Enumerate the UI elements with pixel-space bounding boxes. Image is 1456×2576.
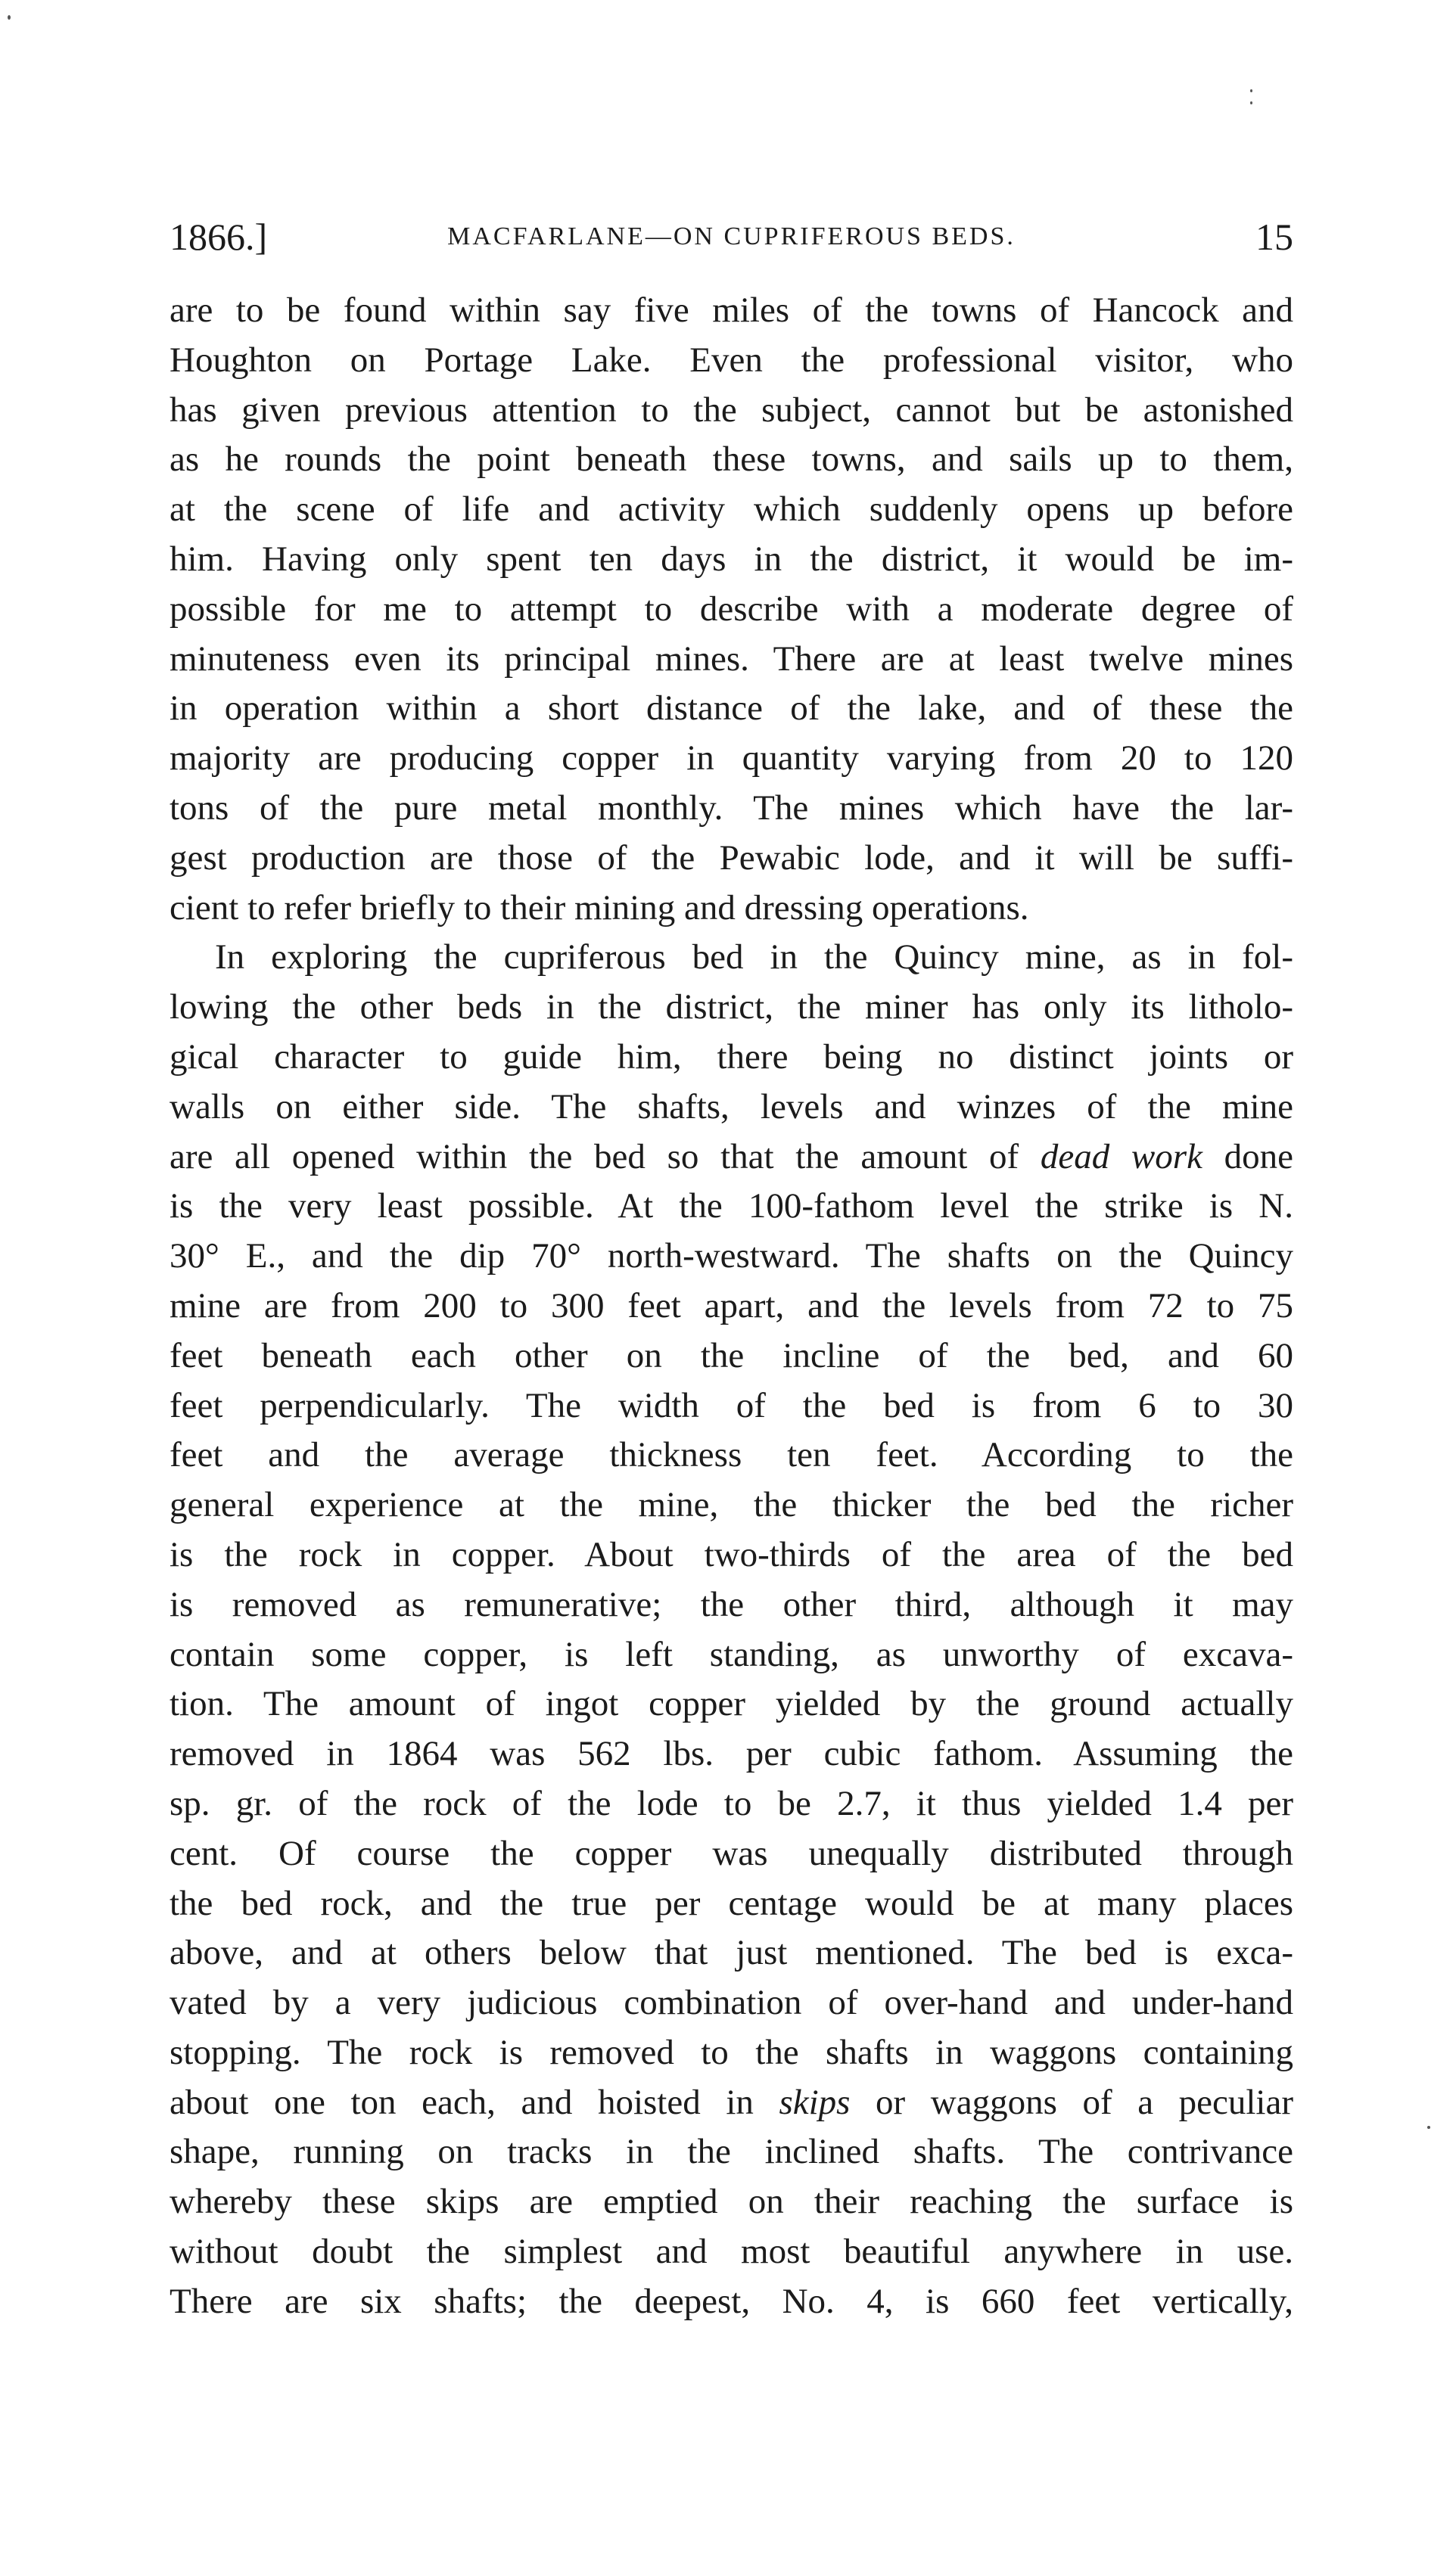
- text-line: feet beneath each other on the incline of the bed, and 60: [170, 1335, 1293, 1375]
- text-line: cent. Of course the copper was unequally distributed through: [170, 1833, 1293, 1873]
- text-line: walls on either side. The shafts, levels and winzes of the mine: [170, 1086, 1293, 1126]
- text-line: is removed as remunerative; the other third, although it may: [170, 1584, 1293, 1624]
- text-line: contain some copper, is left standing, as unworthy of excava-: [170, 1634, 1293, 1674]
- scan-speck: [1427, 2126, 1430, 2129]
- line-text-tail: done: [1202, 1136, 1293, 1176]
- text-line: the bed rock, and the true per centage would be at many places: [170, 1883, 1293, 1923]
- line-text-tail: or waggons of a peculiar: [850, 2082, 1293, 2122]
- italic-term-skips: skips: [779, 2082, 851, 2122]
- line-text: about one ton each, and hoisted in: [170, 2082, 754, 2122]
- header-year: 1866.]: [170, 216, 268, 258]
- body-text: [170, 286, 1293, 2327]
- text-line-with-italic: [170, 1133, 1293, 1182]
- line-text: are all opened within the bed so that the amount of: [170, 1136, 1019, 1176]
- text-line: are to be found within say five miles of the towns of Hancock and: [170, 291, 1293, 330]
- text-line: stopping. The rock is removed to the shafts in waggons containing: [170, 2032, 1293, 2072]
- text-line: whereby these skips are emptied on their reaching the surface is: [170, 2182, 1293, 2222]
- text-line: feet and the average thickness ten feet. According to the: [170, 1435, 1293, 1475]
- scan-speck: [1250, 101, 1252, 104]
- text-line: at the scene of life and activity which suddenly opens up before: [170, 489, 1293, 530]
- page-header: [170, 210, 1293, 263]
- text-line: in operation within a short distance of the lake, and of these the: [170, 688, 1293, 729]
- italic-term-dead-work: dead work: [1040, 1136, 1202, 1176]
- text-line: is the very least possible. At the 100-fathom level the strike is N.: [170, 1186, 1293, 1226]
- text-line: feet perpendicularly. The width of the bed is from 6 to 30: [170, 1385, 1293, 1425]
- text-line: removed in 1864 was 562 lbs. per cubic fathom. Assuming the: [170, 1734, 1293, 1774]
- text-line: above, and at others below that just mentioned. The bed is exca-: [170, 1933, 1293, 1973]
- scan-speck: [1250, 89, 1252, 92]
- text-line: 30° E., and the dip 70° north-westward. The shafts on the Quincy: [170, 1236, 1293, 1276]
- text-line: possible for me to attempt to describe with a moderate degree of: [170, 589, 1293, 629]
- text-line: vated by a very judicious combination of over-hand and under-hand: [170, 1983, 1293, 2023]
- text-line: tion. The amount of ingot copper yielded by the ground actually: [170, 1684, 1293, 1724]
- text-line: without doubt the simplest and most beautiful anywhere in use.: [170, 2232, 1293, 2272]
- text-line: majority are producing copper in quantity varying from 20 to 120: [170, 738, 1293, 778]
- text-line: general experience at the mine, the thicker the bed the richer: [170, 1485, 1293, 1525]
- page-number: 15: [1255, 216, 1293, 258]
- text-line: In exploring the cupriferous bed in the Quincy mine, as in fol-: [215, 937, 1293, 977]
- text-line: is the rock in copper. About two-thirds of the area of the bed: [170, 1534, 1293, 1574]
- text-line: mine are from 200 to 300 feet apart, and the levels from 72 to 75: [170, 1285, 1293, 1325]
- text-line: gical character to guide him, there being no distinct joints or: [170, 1036, 1293, 1077]
- running-title: MACFARLANE—ON CUPRIFEROUS BEDS.: [447, 222, 1016, 250]
- text-line: gest production are those of the Pewabic lode, and it will be suffi-: [170, 837, 1293, 878]
- text-line: shape, running on tracks in the inclined shafts. The contrivance: [170, 2132, 1293, 2172]
- text-line: minuteness even its principal mines. There are at least twelve mines: [170, 639, 1293, 679]
- text-line: has given previous attention to the subject, cannot but be astonished: [170, 390, 1293, 430]
- text-line: Houghton on Portage Lake. Even the professional visitor, who: [170, 340, 1293, 380]
- text-line: There are six shafts; the deepest, No. 4, is 660 feet vertically,: [170, 2281, 1293, 2321]
- text-line: lowing the other beds in the district, the miner has only its litholo-: [170, 987, 1293, 1027]
- text-line: sp. gr. of the rock of the lode to be 2.7, it thus yielded 1.4 per: [170, 1783, 1293, 1823]
- text-line: tons of the pure metal monthly. The mines which have the lar-: [170, 788, 1293, 828]
- text-line: him. Having only spent ten days in the district, it would be im-: [170, 539, 1293, 579]
- scan-speck: [8, 15, 11, 20]
- text-line-with-italic: [170, 2078, 1293, 2128]
- text-line: cient to refer briefly to their mining and dressing operations.: [170, 887, 1029, 928]
- text-line: as he rounds the point beneath these towns, and sails up to them,: [170, 440, 1293, 480]
